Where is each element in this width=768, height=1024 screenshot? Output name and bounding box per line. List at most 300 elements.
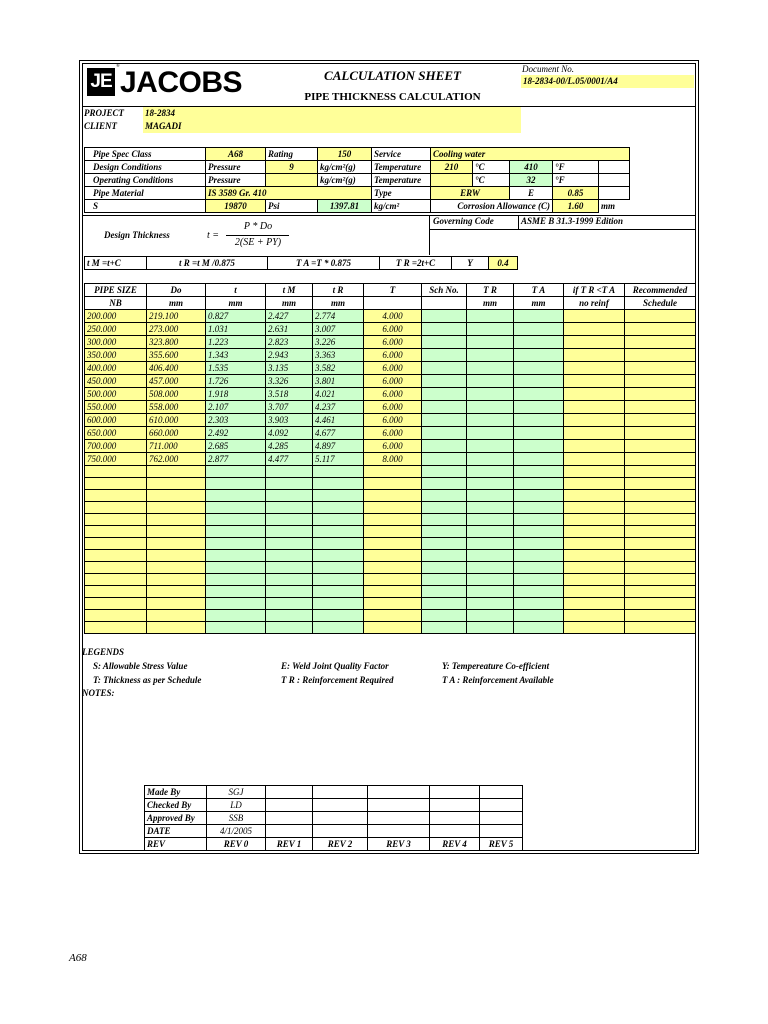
table-cell-empty: [206, 466, 266, 478]
table-header-cell: mm: [206, 297, 266, 310]
table-row: [85, 388, 696, 401]
formula-lhs: t =: [207, 230, 220, 241]
table-row-empty: [85, 610, 696, 622]
table-cell: 450.000: [85, 375, 147, 388]
table-cell: [467, 414, 514, 427]
table-cell-empty: [313, 502, 364, 514]
table-cell: 2.823: [266, 336, 313, 349]
table-cell-empty: [206, 478, 266, 490]
jacobs-logo-text: JACOBS: [120, 66, 243, 99]
design-thickness-label: Design Thickness: [104, 230, 170, 240]
table-cell-empty: [564, 586, 625, 598]
table-cell: [422, 310, 467, 323]
table-cell-empty: [564, 562, 625, 574]
table-cell-empty: [266, 562, 313, 574]
table-cell-empty: [266, 514, 313, 526]
table-cell-empty: [206, 574, 266, 586]
table-cell: [467, 310, 514, 323]
table-row-empty: [85, 622, 696, 634]
table-cell: 300.000: [85, 336, 147, 349]
table-cell: 6.000: [364, 401, 422, 414]
table-cell-empty: [467, 586, 514, 598]
operating-blank: [599, 174, 630, 187]
table-cell: 4.461: [313, 414, 364, 427]
approval-value: LD: [207, 799, 266, 812]
table-cell: 6.000: [364, 336, 422, 349]
table-cell: 406.400: [147, 362, 206, 375]
table-cell: [514, 388, 564, 401]
table-cell-empty: [85, 514, 147, 526]
rev-label: REV: [145, 838, 207, 851]
table-cell: 600.000: [85, 414, 147, 427]
table-cell-empty: [313, 586, 364, 598]
table-cell-empty: [422, 490, 467, 502]
approval-blank: [368, 799, 430, 812]
table-cell-empty: [422, 574, 467, 586]
project-label: PROJECT: [84, 108, 125, 118]
table-row-empty: [85, 562, 696, 574]
table-cell: 508.000: [147, 388, 206, 401]
table-row: [85, 349, 696, 362]
table-row-empty: [85, 490, 696, 502]
table-cell: [564, 427, 625, 440]
table-cell-empty: [313, 490, 364, 502]
approval-blank: [313, 786, 368, 799]
rating-label: Rating: [266, 148, 318, 161]
table-cell-empty: [625, 562, 696, 574]
table-cell-empty: [147, 538, 206, 550]
table-cell: 350.000: [85, 349, 147, 362]
table-cell: [625, 401, 696, 414]
table-cell: 6.000: [364, 440, 422, 453]
pipe-thickness-table: [84, 283, 696, 634]
table-cell-empty: [467, 526, 514, 538]
table-cell: 219.100: [147, 310, 206, 323]
table-cell: [625, 323, 696, 336]
table-cell: 1.918: [206, 388, 266, 401]
approval-blank: [266, 786, 313, 799]
corrosion-allowance-label: Corrosion Allowance (C): [431, 200, 553, 213]
project-value: 18-2834: [143, 107, 521, 120]
table-row-empty: [85, 538, 696, 550]
table-cell: 4.677: [313, 427, 364, 440]
table-cell: [467, 401, 514, 414]
table-cell-empty: [364, 538, 422, 550]
table-cell-empty: [625, 622, 696, 634]
service-label: Service: [372, 148, 431, 161]
design-pressure-value: 9: [266, 161, 318, 174]
jacobs-logo-mark: JE: [87, 68, 115, 96]
table-header-cell: Schedule: [625, 297, 696, 310]
table-cell-empty: [625, 466, 696, 478]
service-value: Cooling water: [431, 148, 630, 161]
table-cell: 4.092: [266, 427, 313, 440]
table-cell-empty: [467, 622, 514, 634]
table-cell: 4.237: [313, 401, 364, 414]
table-cell-empty: [467, 502, 514, 514]
table-cell-empty: [422, 610, 467, 622]
approval-blank: [368, 786, 430, 799]
table-cell: [467, 453, 514, 466]
table-cell-empty: [625, 514, 696, 526]
table-cell-empty: [147, 574, 206, 586]
table-cell: [564, 323, 625, 336]
table-cell-empty: [266, 538, 313, 550]
table-header-cell: mm: [313, 297, 364, 310]
table-cell-empty: [514, 466, 564, 478]
table-cell-empty: [467, 538, 514, 550]
table-cell-empty: [147, 478, 206, 490]
type-value: ERW: [431, 187, 510, 200]
table-cell-empty: [422, 598, 467, 610]
table-cell: 750.000: [85, 453, 147, 466]
table-cell-empty: [364, 550, 422, 562]
approval-blank: [430, 812, 480, 825]
table-cell: [422, 336, 467, 349]
governing-code-value: ASME B 31.3-1999 Edition: [521, 216, 624, 226]
table-cell-empty: [422, 478, 467, 490]
table-cell: 6.000: [364, 362, 422, 375]
table-cell-empty: [206, 610, 266, 622]
approval-table: [144, 785, 523, 851]
table-cell-empty: [625, 502, 696, 514]
table-cell-empty: [564, 490, 625, 502]
rev-cell: REV 4: [430, 838, 480, 851]
type-label: Type: [372, 187, 431, 200]
formula-tr2: T R =2t+C: [380, 257, 452, 270]
table-cell-empty: [266, 490, 313, 502]
table-cell: [625, 453, 696, 466]
pipe-material-label: Pipe Material: [85, 187, 206, 200]
table-cell: 3.707: [266, 401, 313, 414]
design-blank: [599, 161, 630, 174]
table-cell: 3.903: [266, 414, 313, 427]
table-row-empty: [85, 502, 696, 514]
table-cell: 3.135: [266, 362, 313, 375]
table-cell-empty: [514, 622, 564, 634]
table-header-cell: Do: [147, 284, 206, 297]
table-cell: [514, 440, 564, 453]
table-cell: 1.343: [206, 349, 266, 362]
table-cell-empty: [266, 574, 313, 586]
table-cell: [514, 414, 564, 427]
table-header-row: [85, 297, 696, 310]
table-cell-empty: [467, 574, 514, 586]
approval-blank: [313, 799, 368, 812]
gov-vertical-rule: [429, 215, 430, 255]
table-row-empty: [85, 586, 696, 598]
table-header-cell: mm: [514, 297, 564, 310]
table-cell: 6.000: [364, 323, 422, 336]
formula-tr: t R =t M /0.875: [147, 257, 268, 270]
table-cell: 2.943: [266, 349, 313, 362]
table-cell: 558.000: [147, 401, 206, 414]
table-cell-empty: [364, 562, 422, 574]
e-value: 0.85: [553, 187, 599, 200]
table-cell: 2.877: [206, 453, 266, 466]
table-cell-empty: [514, 586, 564, 598]
table-cell-empty: [266, 526, 313, 538]
table-cell: 3.518: [266, 388, 313, 401]
table-cell-empty: [564, 550, 625, 562]
table-cell-empty: [564, 466, 625, 478]
table-cell-empty: [514, 526, 564, 538]
approval-label: Made By: [145, 786, 207, 799]
table-cell: [467, 427, 514, 440]
table-cell: 6.000: [364, 427, 422, 440]
table-cell-empty: [564, 574, 625, 586]
registered-mark: ®: [116, 64, 120, 69]
table-cell: 3.582: [313, 362, 364, 375]
table-cell: [467, 440, 514, 453]
table-cell-empty: [514, 550, 564, 562]
table-header-cell: mm: [147, 297, 206, 310]
table-cell-empty: [364, 490, 422, 502]
table-row: [85, 440, 696, 453]
table-row: [85, 375, 696, 388]
table-cell-empty: [85, 502, 147, 514]
table-cell-empty: [467, 490, 514, 502]
formula-denominator: 2(SE + PY): [234, 237, 282, 248]
table-cell-empty: [266, 466, 313, 478]
table-cell: 3.363: [313, 349, 364, 362]
table-cell-empty: [422, 622, 467, 634]
table-cell: [422, 414, 467, 427]
table-cell-empty: [564, 538, 625, 550]
pipe-material-value: IS 3589 Gr. 410: [206, 187, 372, 200]
table-cell-empty: [625, 574, 696, 586]
table-cell-empty: [313, 478, 364, 490]
table-cell-empty: [85, 562, 147, 574]
approval-blank: [430, 799, 480, 812]
table-cell: 3.801: [313, 375, 364, 388]
table-cell-empty: [625, 586, 696, 598]
table-cell-empty: [313, 622, 364, 634]
table-row: [85, 362, 696, 375]
table-cell-empty: [364, 574, 422, 586]
table-cell-empty: [266, 478, 313, 490]
table-cell: [625, 336, 696, 349]
table-cell: [564, 440, 625, 453]
table-header-cell: NB: [85, 297, 147, 310]
table-cell-empty: [313, 538, 364, 550]
table-cell-empty: [147, 610, 206, 622]
table-row-empty: [85, 514, 696, 526]
approval-blank: [430, 786, 480, 799]
unit-f: °F: [553, 161, 599, 174]
table-row: [85, 310, 696, 323]
table-cell: 6.000: [364, 349, 422, 362]
table-cell-empty: [625, 550, 696, 562]
table-cell: [514, 375, 564, 388]
approval-blank: [266, 812, 313, 825]
table-cell-empty: [147, 526, 206, 538]
rating-value: 150: [318, 148, 372, 161]
table-cell-empty: [467, 598, 514, 610]
table-cell: [625, 349, 696, 362]
table-cell-empty: [564, 598, 625, 610]
table-cell: [564, 388, 625, 401]
y-label: Y: [452, 257, 489, 270]
table-cell: 4.285: [266, 440, 313, 453]
table-cell: 1.031: [206, 323, 266, 336]
table-cell-empty: [147, 598, 206, 610]
approval-blank: [430, 825, 480, 838]
gov-bottom-rule: [429, 229, 696, 230]
table-cell-empty: [467, 478, 514, 490]
table-cell: [625, 427, 696, 440]
table-row: [85, 323, 696, 336]
table-cell: [514, 362, 564, 375]
table-cell-empty: [266, 586, 313, 598]
table-cell-empty: [313, 610, 364, 622]
table-cell: 2.492: [206, 427, 266, 440]
formula-numerator: P * Do: [243, 221, 273, 232]
table-cell: 650.000: [85, 427, 147, 440]
approval-row: [145, 786, 523, 799]
design-temp-c: 210: [431, 161, 473, 174]
table-cell-empty: [467, 562, 514, 574]
table-cell: [625, 375, 696, 388]
design-temp-label: Temperature: [372, 161, 431, 174]
table-cell-empty: [206, 562, 266, 574]
approval-blank: [480, 799, 523, 812]
table-cell: 2.303: [206, 414, 266, 427]
table-cell: 323.800: [147, 336, 206, 349]
table-cell-empty: [85, 550, 147, 562]
approval-label: Checked By: [145, 799, 207, 812]
table-cell: [467, 349, 514, 362]
table-cell: [625, 388, 696, 401]
operating-temp-label: Temperature: [372, 174, 431, 187]
table-cell: [422, 362, 467, 375]
table-cell-empty: [625, 538, 696, 550]
table-cell-empty: [625, 610, 696, 622]
notes-label: NOTES:: [82, 688, 115, 698]
table-cell: [514, 401, 564, 414]
table-header-cell: mm: [467, 297, 514, 310]
table-cell: 5.117: [313, 453, 364, 466]
approval-label: DATE: [145, 825, 207, 838]
table-cell: [422, 323, 467, 336]
table-cell: 8.000: [364, 453, 422, 466]
table-cell-empty: [266, 550, 313, 562]
table-cell-empty: [206, 586, 266, 598]
table-cell-empty: [625, 598, 696, 610]
table-cell: [564, 336, 625, 349]
table-cell: 3.007: [313, 323, 364, 336]
corrosion-allowance-unit: mm: [601, 201, 616, 212]
table-cell-empty: [313, 598, 364, 610]
table-cell-empty: [85, 622, 147, 634]
table-cell: 1.223: [206, 336, 266, 349]
table-cell: [564, 401, 625, 414]
spec-table: [84, 147, 630, 213]
table-cell: 610.000: [147, 414, 206, 427]
table-cell-empty: [313, 574, 364, 586]
operating-unit-c: °C: [473, 174, 510, 187]
approval-blank: [313, 825, 368, 838]
table-cell: [564, 349, 625, 362]
table-cell-empty: [206, 490, 266, 502]
approval-label: Approved By: [145, 812, 207, 825]
legend-t: T: Thickness as per Schedule: [93, 675, 202, 685]
table-cell-empty: [147, 502, 206, 514]
table-cell: [422, 427, 467, 440]
table-header-cell: t: [206, 284, 266, 297]
table-cell-empty: [147, 622, 206, 634]
rev-cell: REV 1: [266, 838, 313, 851]
table-cell: [422, 440, 467, 453]
table-cell-empty: [85, 574, 147, 586]
table-cell-empty: [313, 550, 364, 562]
table-cell-empty: [266, 622, 313, 634]
s-psi-value: 19870: [206, 200, 266, 213]
sheet-subtitle: PIPE THICKNESS CALCULATION: [304, 91, 481, 103]
table-cell-empty: [422, 562, 467, 574]
table-cell-empty: [85, 598, 147, 610]
table-cell: [564, 414, 625, 427]
table-header-cell: t M: [266, 284, 313, 297]
approval-row: [145, 799, 523, 812]
table-cell-empty: [564, 478, 625, 490]
table-header-cell: T: [364, 284, 422, 297]
table-row-empty: [85, 526, 696, 538]
table-cell-empty: [364, 610, 422, 622]
table-cell-empty: [364, 598, 422, 610]
formula-fraction-bar: [226, 235, 289, 236]
table-cell: 400.000: [85, 362, 147, 375]
rev-cell: REV 0: [207, 838, 266, 851]
table-cell: 4.000: [364, 310, 422, 323]
table-cell-empty: [313, 466, 364, 478]
table-cell: 2.107: [206, 401, 266, 414]
table-cell: 6.000: [364, 388, 422, 401]
table-cell: 2.774: [313, 310, 364, 323]
table-cell-empty: [85, 538, 147, 550]
psi-unit: Psi: [266, 200, 318, 213]
approval-blank: [368, 825, 430, 838]
table-cell-empty: [147, 514, 206, 526]
table-cell-empty: [514, 610, 564, 622]
table-cell: [467, 388, 514, 401]
document-no-label: Document No.: [522, 64, 574, 74]
table-cell: [422, 349, 467, 362]
rev-cell: REV 5: [480, 838, 523, 851]
table-cell: 0.827: [206, 310, 266, 323]
formula-ta: T A =T * 0.875: [268, 257, 380, 270]
table-cell-empty: [147, 490, 206, 502]
table-cell: 3.226: [313, 336, 364, 349]
table-cell-empty: [467, 514, 514, 526]
table-cell: [625, 310, 696, 323]
governing-code-label: Governing Code: [433, 216, 494, 226]
design-temp-f: 410: [510, 161, 553, 174]
table-cell-empty: [85, 610, 147, 622]
table-cell: 4.021: [313, 388, 364, 401]
table-cell: 762.000: [147, 453, 206, 466]
table-cell-empty: [514, 538, 564, 550]
legend-tr: T R : Reinforcement Required: [281, 675, 394, 685]
operating-unit-f: °F: [553, 174, 599, 187]
table-row: [85, 336, 696, 349]
table-cell: [514, 349, 564, 362]
approval-blank: [266, 825, 313, 838]
table-cell-empty: [206, 502, 266, 514]
table-row: [85, 414, 696, 427]
table-cell-empty: [564, 610, 625, 622]
design-conditions-label: Design Conditions: [85, 161, 206, 174]
